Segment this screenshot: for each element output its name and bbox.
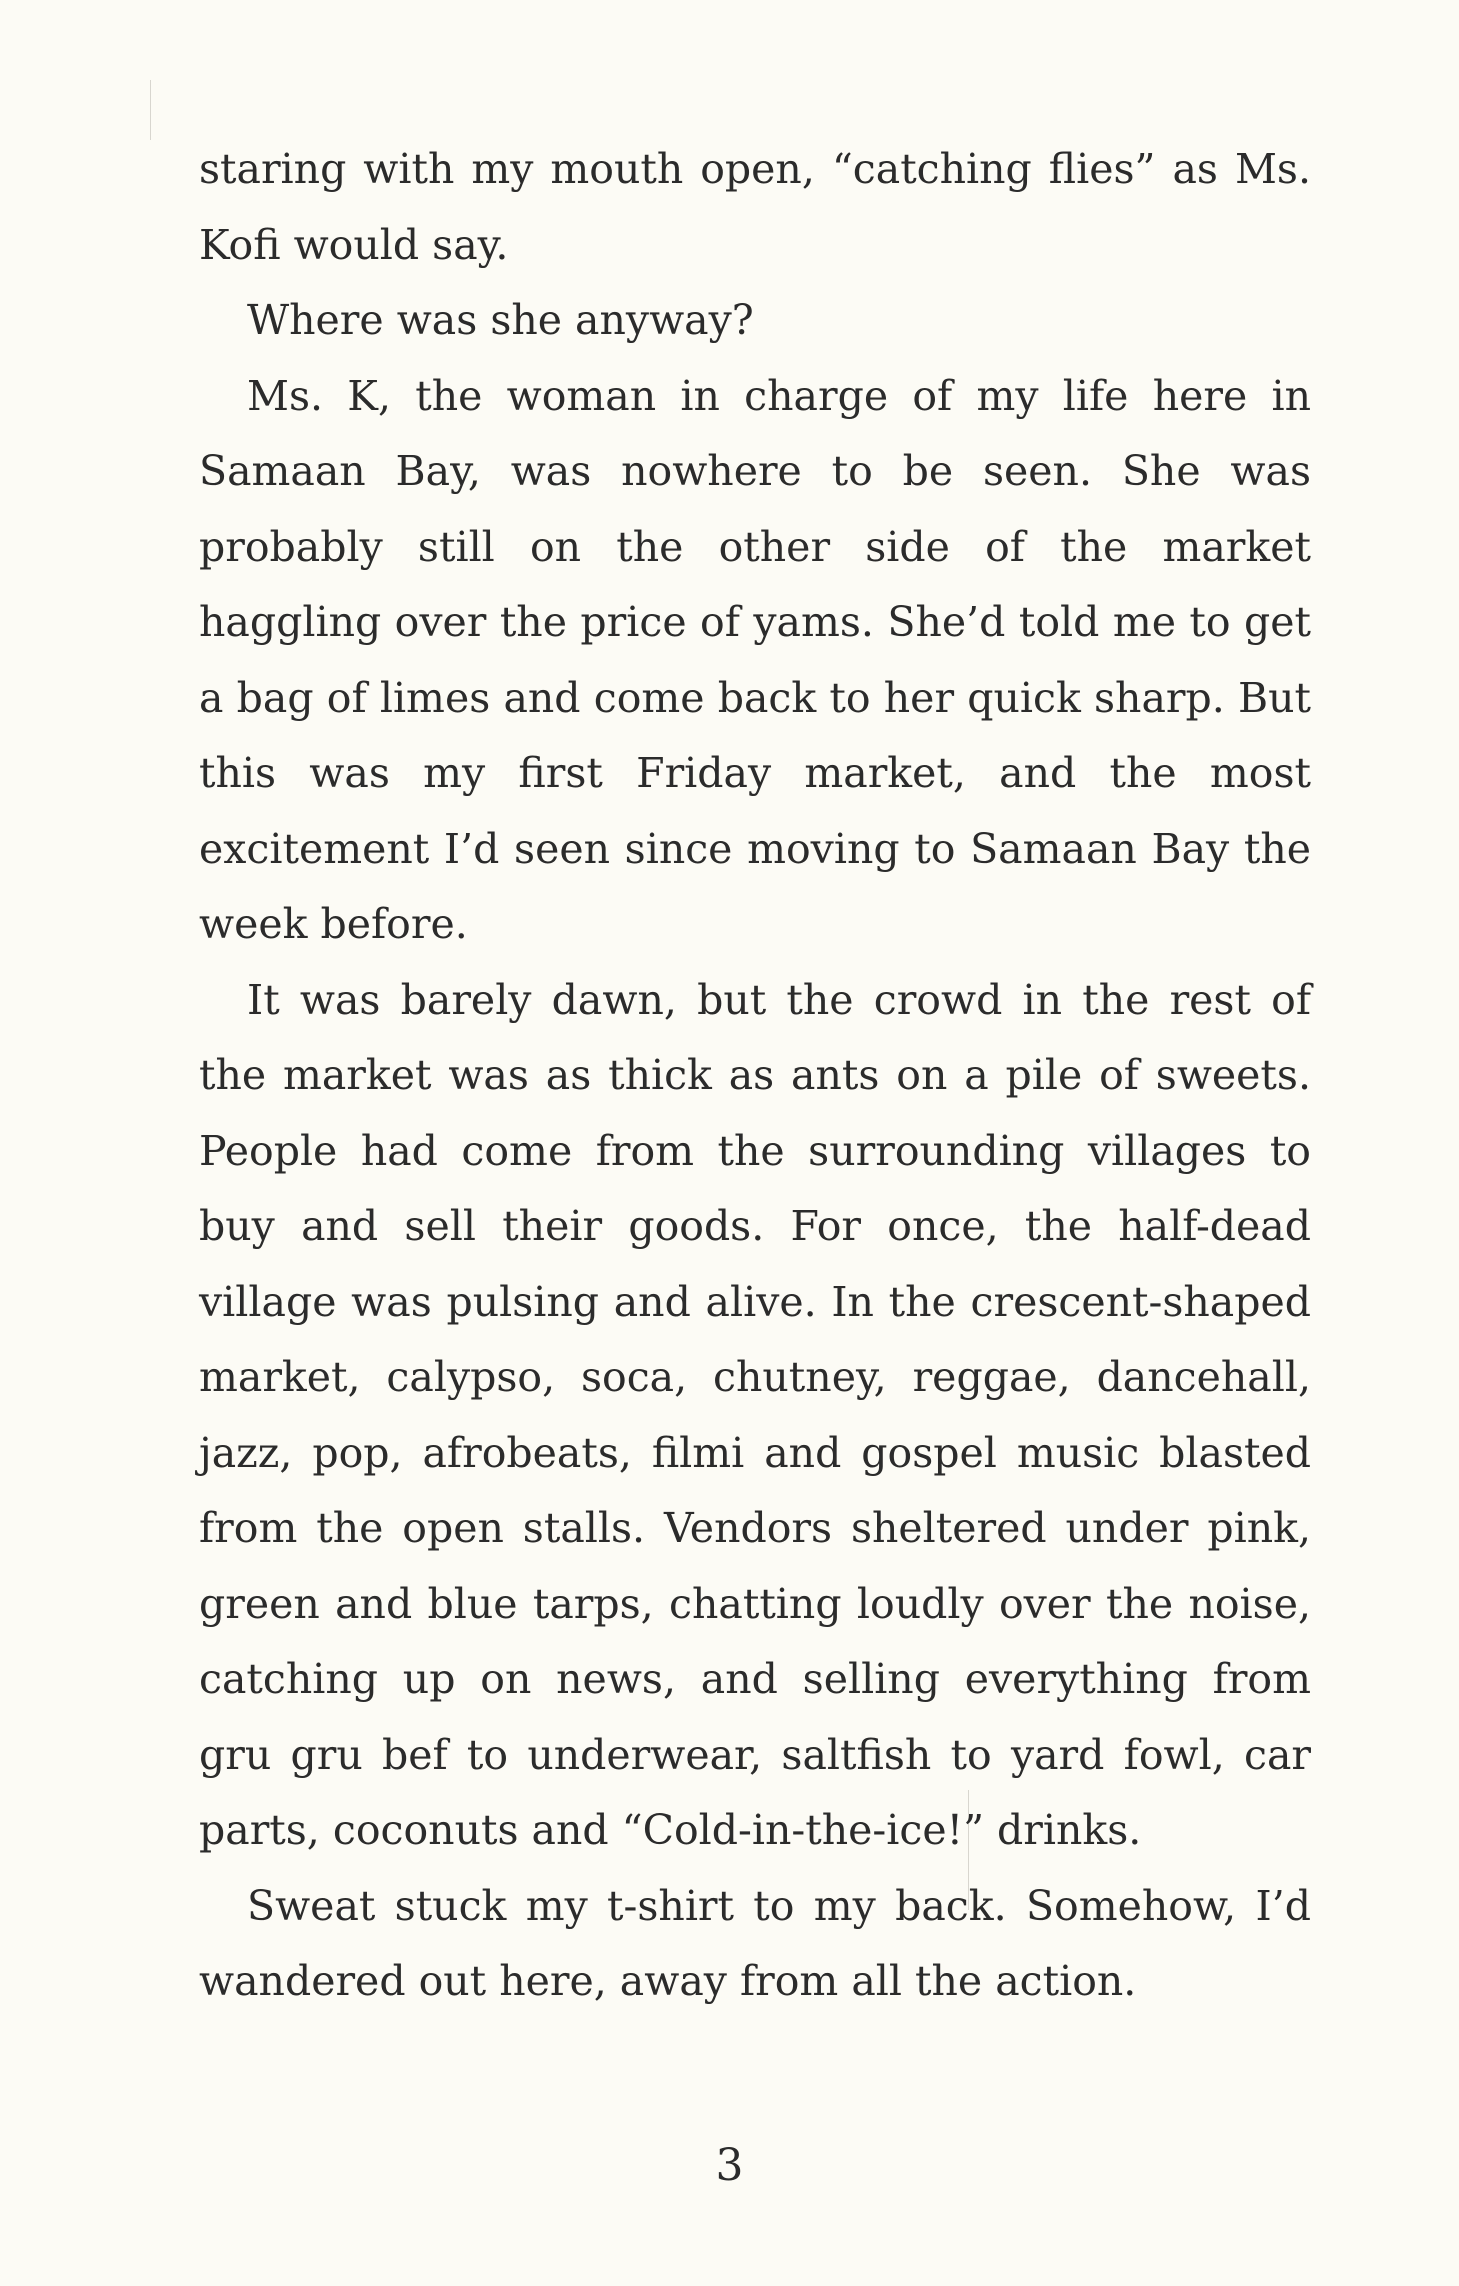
page-number: 3 <box>715 2140 744 2191</box>
body-text <box>199 132 1311 2020</box>
paragraph: It was barely dawn, but the crowd in the rest of the market was as thick as ants on a pile of sweets. People had come from the surrounding villages to buy and sell their goods. For once, the half-dead village was pulsing and alive. In the crescent-shaped market, calypso, soca, chutney, reggae, dancehall, jazz, pop, afrobeats, filmi and gospel music blasted from the open stalls. Vendors sheltered under pink, green and blue tarps, chatting loudly over the noise, catching up on news, and selling everything from gru gru bef to underwear, saltfish to yard fowl, car parts, coconuts and “Cold-in-the-ice!” drinks. <box>199 975 1311 1854</box>
paragraph: Where was she anyway? <box>247 296 754 344</box>
paragraph: staring with my mouth open, “catching flies” as Ms. Kofi would say. <box>199 145 1311 269</box>
scan-artifact-line <box>150 80 151 140</box>
paragraph: Sweat stuck my t-shirt to my back. Somehow, I’d wandered out here, away from all the action. <box>199 1881 1311 2005</box>
paragraph: Ms. K, the woman in charge of my life here in Samaan Bay, was nowhere to be seen. She was probably still on the other side of the market haggling over the price of yams. She’d told me to get a bag of limes and come back to her quick sharp. But this was my first Friday market, and the most excitement I’d seen since moving to Samaan Bay the week before. <box>199 371 1311 948</box>
